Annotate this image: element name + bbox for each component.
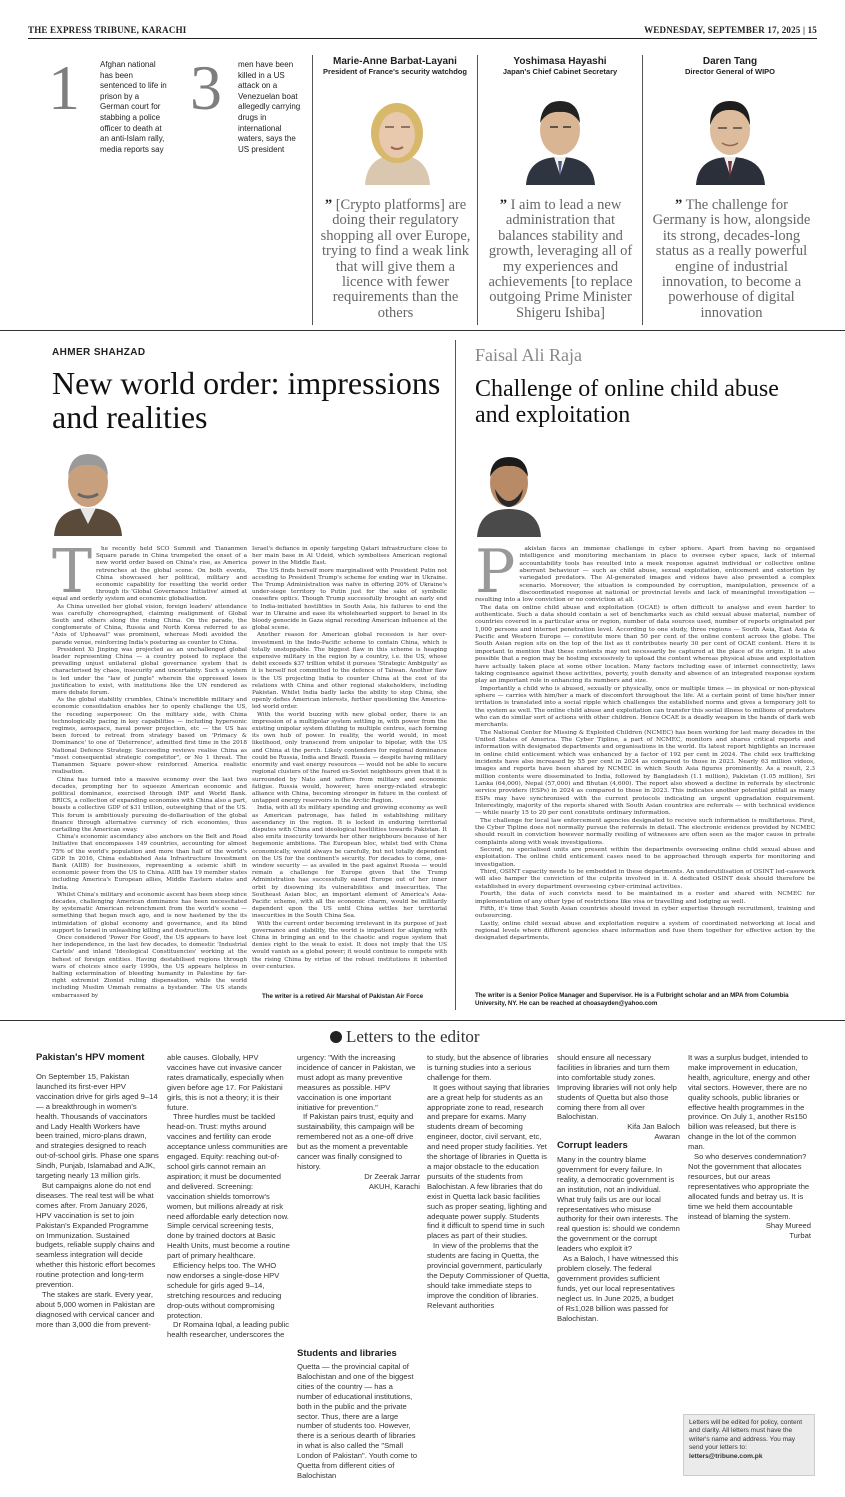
article2-writer-note: The writer is a Senior Police Manager and Supervisor. He is a Fulbright scholar and an MPA from Columbia University, NY. He can be reached at choasayden@yahoo.com <box>475 992 789 1007</box>
author-photo <box>52 444 124 536</box>
article1-headline: New world order: impressions and realities <box>52 365 441 435</box>
letter-signature-location: Awaran <box>654 1132 680 1142</box>
section-divider <box>0 330 845 331</box>
masthead-right: WEDNESDAY, SEPTEMBER 17, 2025 | 15 <box>644 25 817 35</box>
separator <box>455 340 456 1010</box>
dropcap: T <box>52 537 93 607</box>
letter-students-col-1: Quetta — the provincial capital of Balochistan and one of the biggest cities of the country — has a number of educational institutions, both in the public and the private sector. Thus, there are a large number of students too. However, there is a serious dearth of libraries in what is also called the "Small London of Pakistan". Youth come to Quetta from different cities of Balochistan <box>297 1362 418 1480</box>
section-divider <box>0 1020 845 1021</box>
portrait-photo <box>518 85 603 185</box>
masthead-left: THE EXPRESS TRIBUNE, KARACHI <box>28 25 187 35</box>
letters-policy-text: Letters will be edited for policy, content and clarity. All letters must have the writer's name and address. You may send your letters to: <box>689 1419 803 1452</box>
separator <box>642 55 643 325</box>
article1-writer-note: The writer is a retired Air Marshal of Pakistan Air Force <box>262 993 424 1000</box>
letter-signature-location: AKUH, Karachi <box>368 1181 420 1191</box>
person-title: Japan's Chief Cabinet Secretary <box>502 67 618 76</box>
quote-text-1: ” [Crypto platforms] are doing their regulatory shopping all over Europe, trying to find a weak link that will give them a licence with fewer requirements than the others <box>320 197 471 321</box>
tribune-logo-icon <box>330 1031 342 1043</box>
letter-signature: Shay Mureed <box>765 1221 811 1231</box>
fact-2-number: 3 <box>190 52 222 123</box>
article1-column-1: T he recently held SCO Summit and Tiananmen Square parade in China trumpeted the onset of a new world order based on China's rise, as America retrenches at the global scene. On both events, China showcased her political, military and economic capability for resetting the world order through its 'Global Governance Initiative' aimed at equal and orderly system and economic globalisation. As China unveiled her global vision, foreign leaders' attendance was carefully choreographed, claiming realignment of Global South and others along the rising China. On the parade, the conglomerate of China, Russia and North Korea referred to as "Axis of Upheaval" was prominent, whereas Modi avoided the parade venue, reinforcing India's posturing as counter to China. President Xi Jinping was projected as an unchallenged global leader representing China — a country poised to replace the prevailing unjust unilateral global governance system that is characterised by chaos, insecurity and uncertainty. Such a system is led under the "law of jungle" wherein the oppressed loses justification to exist, with institutions like the UN rendered as mere debate forum. As the global stability crumbles, China's incredible military and economic consolidation enables her to openly challenge the US, the receding superpower. On the military side, with China technologically pacing in key capabilities — including hypersonic regimes, aerospace, naval power projection, etc — the US has been forced to retreat from strategy based on 'Primacy & Dominance' to one of 'Deterrence', admitted first time in the 2018 National Defence Strategy. Succeeding reviews realise China as "most consequential strategic competitor", or No 1 threat. The Tiananmen Square power-show reinforced America realistic realisation. China has turned into a massive economy over the last two decades, prompting her to squeeze American economic and political dominance, exercised through IMF and World Bank. BRICS, a collection of expanding economies with China also a part, boasts a collective GDP of $31 trillion, outweighing that of the US. This forum is ambitiously pursuing de-dollarisation of the global finance through alternative currency of rich economies, thus curtailing the American sway. China's economic ascendancy also anchors on the Belt and Road Initiative that encompasses 149 countries, accounting for almost 75% of the world's population and more than half of the world's GDP. In 2016, China established Asia Infrastructure Investment Bank (AIIB) for businesses, representing a seismic shift in economic power from the US to China. AIIB has 19 member states including America's European allies, Middle Eastern states and India. Whilst China's military and economic ascent has been steep since decades, challenging American dominance has been necessitated by systematic American retrenchment from the world's scene — something that began much ago, and is now hastened by the its intimidation of global economy and governance, and its blind support to Israel in unleashing killing and destruction. Once considered 'Power For Good', the US appears to have lost her independence, in the last few decades, to domestic 'Industrial Cartels' and inland 'Ideological Constituencies' working at the behest of foreign entities. Having destabilised regions through wars of choices since early 1990s, the US appears helpless in halting extermination of bleeding humanity in Palestine by far-right extremist Zionist ruling dispensation, while the world including Muslim Ummah remains a bystander. The US stands embarrassed by <box>52 537 247 999</box>
masthead <box>28 25 817 39</box>
fact-1-text: Afghan national has been sentenced to life in prison by a German court for stabbing a police officer to death at an anti-Islam rally, media reports say <box>100 60 167 154</box>
person-name: Yoshimasa Hayashi <box>513 56 607 67</box>
portrait-photo <box>688 85 773 185</box>
letters-policy-box <box>683 1414 815 1476</box>
letter-hpv-col-3: urgency: "With the increasing incidence of cancer in Pakistan, we must adopt as many preventive measures as possible. HPV vaccination is one important initiative for prevention." If Pakistan pairs trust, equity and sustainability, this campaign will be remembered not as a one-off drive but as the moment a preventable cancer was finally consigned to history. Dr Zeerak Jarrar AKUH, Karachi <box>297 1053 420 1191</box>
letter-signature: Kifa Jan Baloch <box>627 1122 680 1132</box>
separator <box>312 55 313 325</box>
quote-card-1 <box>315 56 475 76</box>
quote-mark-icon: ” <box>499 197 507 213</box>
person-title: President of France's security watchdog <box>323 67 467 76</box>
quote-card-2 <box>480 56 640 76</box>
letter-corrupt-col-1: Many in the country blame government for every failure. In reality, a democratic government is an institution, not an individual. What truly fails us are our local representatives who misuse authority for their own interests. The real question is: should we condemn the government or the corrupt leaders who exploit it? As a Baloch, I have witnessed this problem closely. The federal government provides sufficient funds, yet our local representatives neglect us. In June 2025, a budget of Rs1,028 billion was passed for Balochistan. <box>557 1155 680 1323</box>
letter-hpv-col-2: able causes. Globally, HPV vaccines have cut invasive cancer rates dramatically, especially when given before age 17. For Pakistani girls, this is not a theory; it is their future. Three hurdles must be tackled head-on. Trust: myths around vaccines and fertility can erode acceptance unless communities are engaged. Equity: reaching out-of-school girls cannot remain an aspiration; it must be documented and delivered. Screening: vaccination shields tomorrow's women, but millions already at risk need affordable early detection now. Simple cervical screening tests, done by trained doctors at Basic Health Units, must become a routine part of primary healthcare. Efficiency helps too. The WHO now endorses a single-dose HPV schedule for girls aged 9–14, stretching resources and reducing drop-outs without compromising protection. Dr Romaina Iqbal, a leading public health researcher, underscores the <box>167 1053 290 1340</box>
article2-body: P akistan faces an immense challenge in cyber sphere. Apart from having no organised intelligence and monitoring mechanism in place to oversee cyber space, lack of internal accountability tools has resulted into a meek response against individual or collective online aberrant behaviour — such as child abuse, sexual exploitation, enticement and extortion by variegated predators. The AI-generated images and videos have also presented a complex scenario. Moreover, the situation is compounded by corruption, manipulation, presence of a discoordinated response at national or provincial levels and lack of meaningful investigation — resulting into a low conviction or no conviction at all. The data on online child abuse and exploitation (OCAE) is often difficult to analyse and even harder to authenticate. Such a data should contain a set of benchmarks such as child sexual abuse material, number of countries covered in a particular area or region, number of data sources used, number of reports originated per 1,000 persons and internet penetration level. According to one study, three regions — South Asia, East Asia & Pacific and Western Europe — constitute more than 50 per cent of the online content across the globe. The South Asian region sits on the top of the list as it contributes nearly 30 per cent of OCAE content. Here it is important to mention that these contents may not necessarily be captured at the place of its origin. It is also possible that a region may be hosting excessively to upload the content whereas physical abuse and exploitation have actually taken place at some other location. Many factors including ease of internet connectivity, laws taking cognisance against these activities, poverty, youth density and absence of an integrated response system play an important role in enhancing its numbers and size. Importantly a child who is abused, sexually or physically, once or multiple times — in physical or non-physical sphere — carries with him/her a mark of discomfort throughout the life. At a certain point of time his/her inner irritation is translated into a social ripple which challenges the established norms and gives a temporary jolt to the system as well. The online child abuse and exploitation can transfer this social illness to millions of predators who can do similar sort of actions with other children. Hence OCAE is a deadly weapon in the hands of dark web merchants. The National Center for Missing & Exploited Children (NCMEC) has been working for last many decades in the United States of America. The Cyber Tipline, a part of NCMEC, monitors and shares critical reports and information with designated departments and organisations in the world. Its latest report highlights an increase in online child enticement which was enhanced by a factor of 192 per cent in 2024. The child sex trafficking incidents have also increased by 55 per cent in 2024 as compared to those in 2023. Nearly 63 million videos, images and reports have been shared by NCMEC in which South Asia figures prominently. As a result, 2.3 million contents were disseminated to India, followed by Bangladesh (1.1 million), Pakistan (1.05 million), Sri Lanka (64,000), Nepal (57,000) and Bhutan (4,600). The report also showed a decline in referrals by electronic service providers (ESPs) in 2024 as compared to those in 2023. This indicates another potential pitfall as many ESPs may have synchronised with the current protocols indicating an urgent upgradation requirement. Interestingly, majority of the reports shared with South Asian countries are referrals — with technical evidence — while nearly 15 to 20 per cent constitute ordinary information. The challenge for local law enforcement agencies designated to receive such information is multifarious. First, the Cyber Tipline does not normally pursue the referrals in detail. The electronic evidence provided by NCMEC should result in conviction however normally resiling of witnesses are often seen as the major cause in private complaints along with weak investigations. Second, no specialised units are present within the departments overseeing online child sexual abuse and exploitation. The online child enticement cases need to be approached through experts for monitoring and investigation. Third, OSINT capacity needs to be embedded in these departments. An underutilisation of OSINT led-casework will also hamper the conviction of the culprits involved in it. A dedicated OSINT desk should therefore be established in every department overseeing cyber-criminal activities. Fourth, the data of such convicts need to be maintained in a roster and shared with NCMEC for implementation of any other type of restrictions like visa or travelling and lodging as well. Fifth, it's time that South Asian countries should invest in cyber expertise through recruitment, training and outsourcing. Lastly, online child sexual abuse and exploitation require a system of coordinated networking at local and regional levels where different agencies share information and fuse them together for effective action by the designated departments. <box>475 537 815 942</box>
quote-mark-icon: ” <box>324 197 333 213</box>
separator <box>477 55 478 325</box>
letters-email-link[interactable]: letters@tribune.com.pk <box>689 1452 763 1460</box>
article1-column-2: Israel's defiance in openly targeting Qatari infrastructure close to her main base in Al Udeid, which symbolises American regional power in the Middle East. The US finds herself more marginalised with President Putin not acceding to President Trump's scheme for ending war in Ukraine. The Trump Administration was naïve in offering 20% of Ukraine's under-siege territory to Putin just for the sake of symbolic ceasefire optics. Though Trump successfully brought an early end to India-initiated hostilities in South Asia, his failures to end the war in Ukraine and ease its wholehearted support to Israel in its bloody genocide in Gaza signal receding American influence at the global scene. Another reason for American global recession is her over-investment in the Indo-Pacific scheme to contain China, which is totally unstoppable. The biggest flaw in this scheme is heaping expensive military in the region by a country, i.e. the US, whose debit exceeds $37 trillion whilst it pursues 'Strategic Ambiguity' as it is herself not committed to the defence of Taiwan. Another flaw is the US projecting India to counter China at the cost of its relations with China and other regional stakeholders, including Pakistan. Whilst India badly lacks the ability to stop China, she openly defies American interests, further questioning the America-led world order. With the world buzzing with new global order, there is an impression of a multipolar system settling in, with power from the existing unipolar system diluting to multiple centres, each forming its own hub of power. In reality, the world would, in most likelihood, only transcend from unipolar to bipolar, with the US and China at the perch. Likely contenders for regional dominance could be Russia, India and Brazil. Russia — despite having military enormity and vast energy resources — would not be able to secure regional clusters of the feared ex-Soviet neighbours given that it is surrounded by Nato and suffers from military and economic fatigue. Russia would, however, have energy-related strategic alliance with China, becoming stronger in future in the context of untapped energy reservoirs in the Arctic Region. India, with all its military spending and growing economy as well as American patronage, has failed in establishing military ascendancy in the region. It is locked in enduring territorial disputes with China and ideological hostilities towards Pakistan. It also emits insecurity towards her other neighbours because of her hegemonic ambitions. The European bloc, whilst tied with China economically, would always be carefully, but not totally dependent on the US for the continent's security. For decades to come, one-window security — as availed in the past against Russia — would remain a challenge for Europe given that the Trump Administration has successfully eased Europe out of her inner orbit by disowning its vulnerabilities and insecurities. The Southeast Asian bloc, an important element of America's Asia-Pacific scheme, with all the economic charm, would be militarily dependent upon the US until China settles her territorial insecurities in the South China Sea. With the current order becoming irrelevant in its purpose of just governance and stability, the world is impatient for aligning with China in bringing an end to the chaotic and rogue system that denies right to the weak to exist. It does not imply that the US would vanish as a global power; it would continue to compete with the rising China by virtue of the robust institutions it inherited over centuries. <box>252 546 447 970</box>
letter-title-corrupt: Corrupt leaders <box>557 1140 628 1151</box>
dropcap: P <box>475 537 516 607</box>
person-name: Daren Tang <box>702 56 758 67</box>
letters-section-title: Letters to the editor <box>330 1027 480 1047</box>
article1-author: AHMER SHAHZAD <box>52 347 146 358</box>
letter-students-col-3: should ensure all necessary facilities in libraries and turn them into comfortable study zones. Improving libraries will not only help students of Quetta but also those coming there from all over Balochistan. Kifa Jan Baloch Awaran <box>557 1053 680 1142</box>
person-title: Director General of WIPO <box>684 67 776 76</box>
fact-1-number: 1 <box>48 52 80 123</box>
person-name: Marie-Anne Barbat-Layani <box>333 56 457 67</box>
letter-signature: Dr Zeerak Jarrar <box>364 1171 420 1181</box>
letter-hpv-col-1: On September 15, Pakistan launched its first-ever HPV vaccination drive for girls aged 9–14 — a breakthrough in women's health. Thousands of vaccinators and Lady Health Workers have been trained, micro-plans drawn, and strategies designed to reach out-of-school girls. Phase one spans Sindh, Punjab, Islamabad and AJK, targeting nearly 13 million girls. But campaigns alone do not end diseases. The real test will be what comes after. From January 2026, HPV vaccination is set to join Pakistan's Expanded Programme on Immunization. Sustained budgets, reliable supply chains and seamless integration will decide whether this historic effort becomes routine protection and long-term prevention. The stakes are stark. Every year, about 5,000 women in Pakistan are diagnosed with cervical cancer and more than 3,000 die from prevent- <box>36 1072 159 1329</box>
letter-corrupt-col-2: It was a surplus budget, intended to make improvement in education, health, agriculture, energy and other vital sectors. However, there are no quality schools, public libraries or effective health programmes in the province. On July 1, another Rs150 billion was released, but there is change in the lot of the common man. So who deserves condemnation? Not the government that allocates resources, but our areas representatives who appropriate the allocated funds and betray us. It is time we held them accountable instead of blaming the system. Shay Mureed Turbat <box>688 1053 811 1241</box>
author-photo <box>475 447 543 537</box>
letter-students-col-2: to study, but the absence of libraries is turning studies into a serious challenge for them. It goes without saying that libraries are a great help for students as an appropriate zone to read, research and prepare for exams. Many students dream of becoming engineer, doctor, civil servant, etc, and need proper study facilities. Yet the shortage of libraries in Quetta is a major obstacle to the education pursuits of the students from Balochistan. A few libraries that do exist in Quetta lack basic facilities such as proper seating, lighting and adequate power supply. Students find it difficult to spend time in such places as part of their studies. In view of the problems that the students are facing in Quetta, the provincial government, particularly the Deputy Commissioner of Quetta, should take immediate steps to improve the condition of libraries. Relevant authorities <box>427 1053 550 1310</box>
portrait-photo <box>355 85 440 185</box>
fact-2-text: men have been killed in a US attack on a Venezuelan boat allegedly carrying drugs in international waters, says the US president <box>238 60 301 154</box>
quote-mark-icon: ” <box>675 197 683 213</box>
quote-text-3: ” The challenge for Germany is how, alongside its strong, decades-long status as a really powerful engine of industrial innovation, to become a powerhouse of digital innovation <box>652 197 811 321</box>
quote-text-2: ” I aim to lead a new administration that balances stability and growth, leveraging all of my experiences and achievements [to replace outgoing Prime Minister Shigeru Ishiba] <box>488 197 633 321</box>
quote-card-3 <box>645 56 815 76</box>
letter-signature-location: Turbat <box>789 1231 811 1241</box>
article2-author: Faisal Ali Raja <box>475 345 582 365</box>
article2-headline: Challenge of online child abuse and exploitation <box>475 376 779 428</box>
letter-title-hpv: Pakistan's HPV moment <box>36 1052 145 1063</box>
letter-title-students: Students and libraries <box>297 1348 397 1359</box>
